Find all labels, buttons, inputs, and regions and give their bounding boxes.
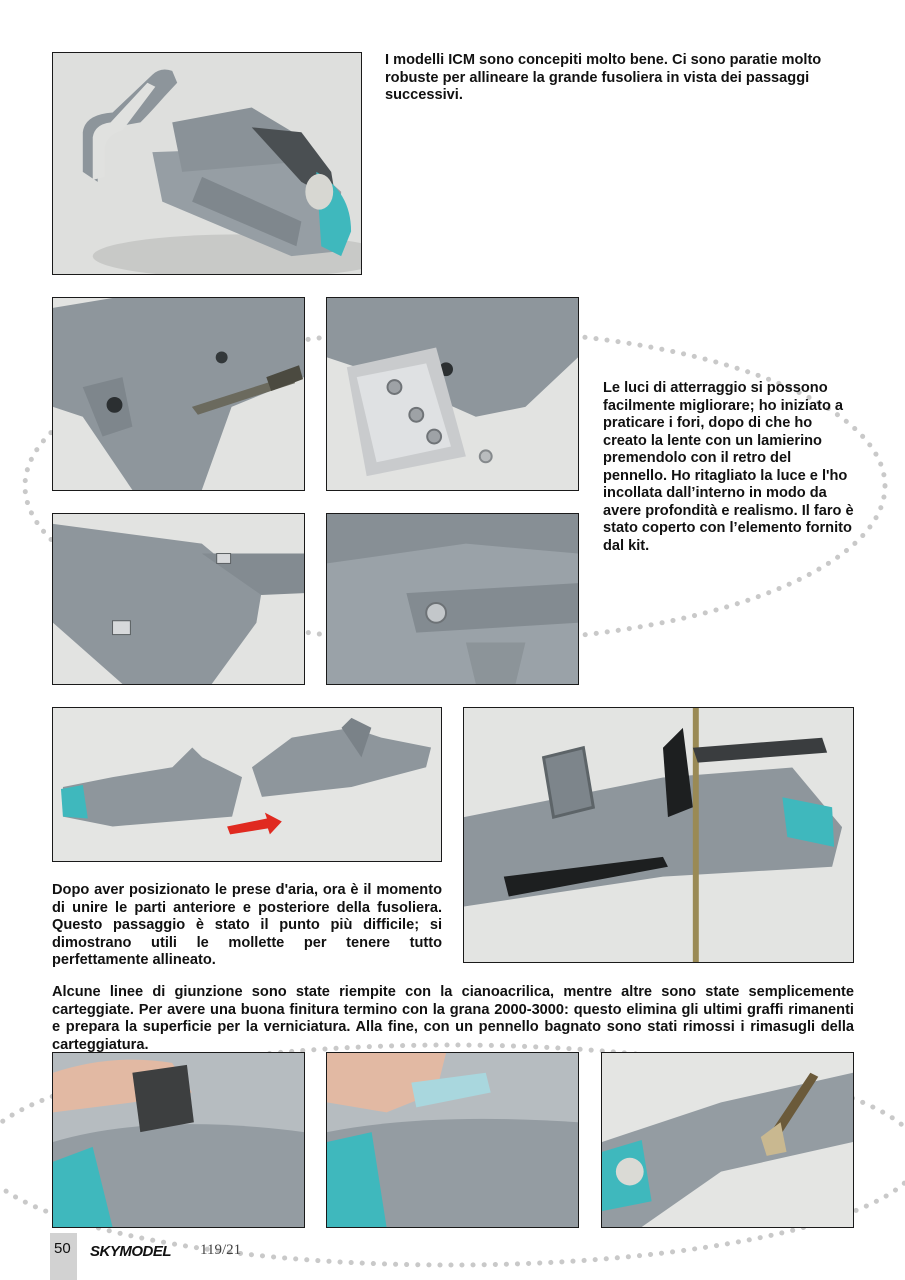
caption-landing-lights: Le luci di atterraggio si possono facilmente migliorare; ho iniziato a praticare i fori, dopo di che ho creato la lente con un lamierino premendolo con il retro del pennello. Ho ritagliato la luce e l'ho incollata dall’interno in modo da avere profondità e realismo. Il faro è stato coperto con l’elemento fornito dal kit. [603, 380, 854, 554]
photo-wet-brush [601, 1052, 854, 1228]
issue-number: 119/21 [200, 1242, 242, 1258]
photo-light-fitted [52, 513, 305, 685]
magazine-logo: SKYMODEL [90, 1243, 172, 1260]
photo-fuselage-front [52, 52, 362, 275]
photo-drilling-holes [52, 297, 305, 491]
photo-clamps [463, 707, 854, 963]
caption-sanding: Alcune linee di giunzione sono state riempite con la cianoacrilica, mentre altre sono state semplicemente carteggiate. Per avere una buona finitura termino con la grana 2000-3000: questo elimina gli ultimi graffi rimanenti e prepara la superficie per la verniciatura. Alla fine, con un pennello bagnato sono stati rimossi i rimasugli della carteggiatura. [52, 984, 854, 1053]
photo-foil-lens [326, 297, 579, 491]
page-footer [50, 1233, 350, 1280]
photo-sanding-sponge [326, 1052, 579, 1228]
caption-top: I modelli ICM sono concepiti molto bene. Ci sono paratie molto robuste per allineare la grande fusoliera in vista dei passaggi successivi. [385, 52, 822, 103]
photo-fuselage-halves [52, 707, 442, 862]
caption-joining-fuselage: Dopo aver posizionato le prese d'aria, ora è il momento di unire le parti anteriore e posteriore della fusoliera. Questo passaggio è stato il punto più difficile; si dimostrano utili le mollette per tenere tutto perfettamente allineato. [52, 882, 442, 968]
photo-sanding-block [52, 1052, 305, 1228]
photo-light-covered [326, 513, 579, 685]
page-number-box [50, 1233, 77, 1280]
page-number: 50 [54, 1240, 71, 1257]
